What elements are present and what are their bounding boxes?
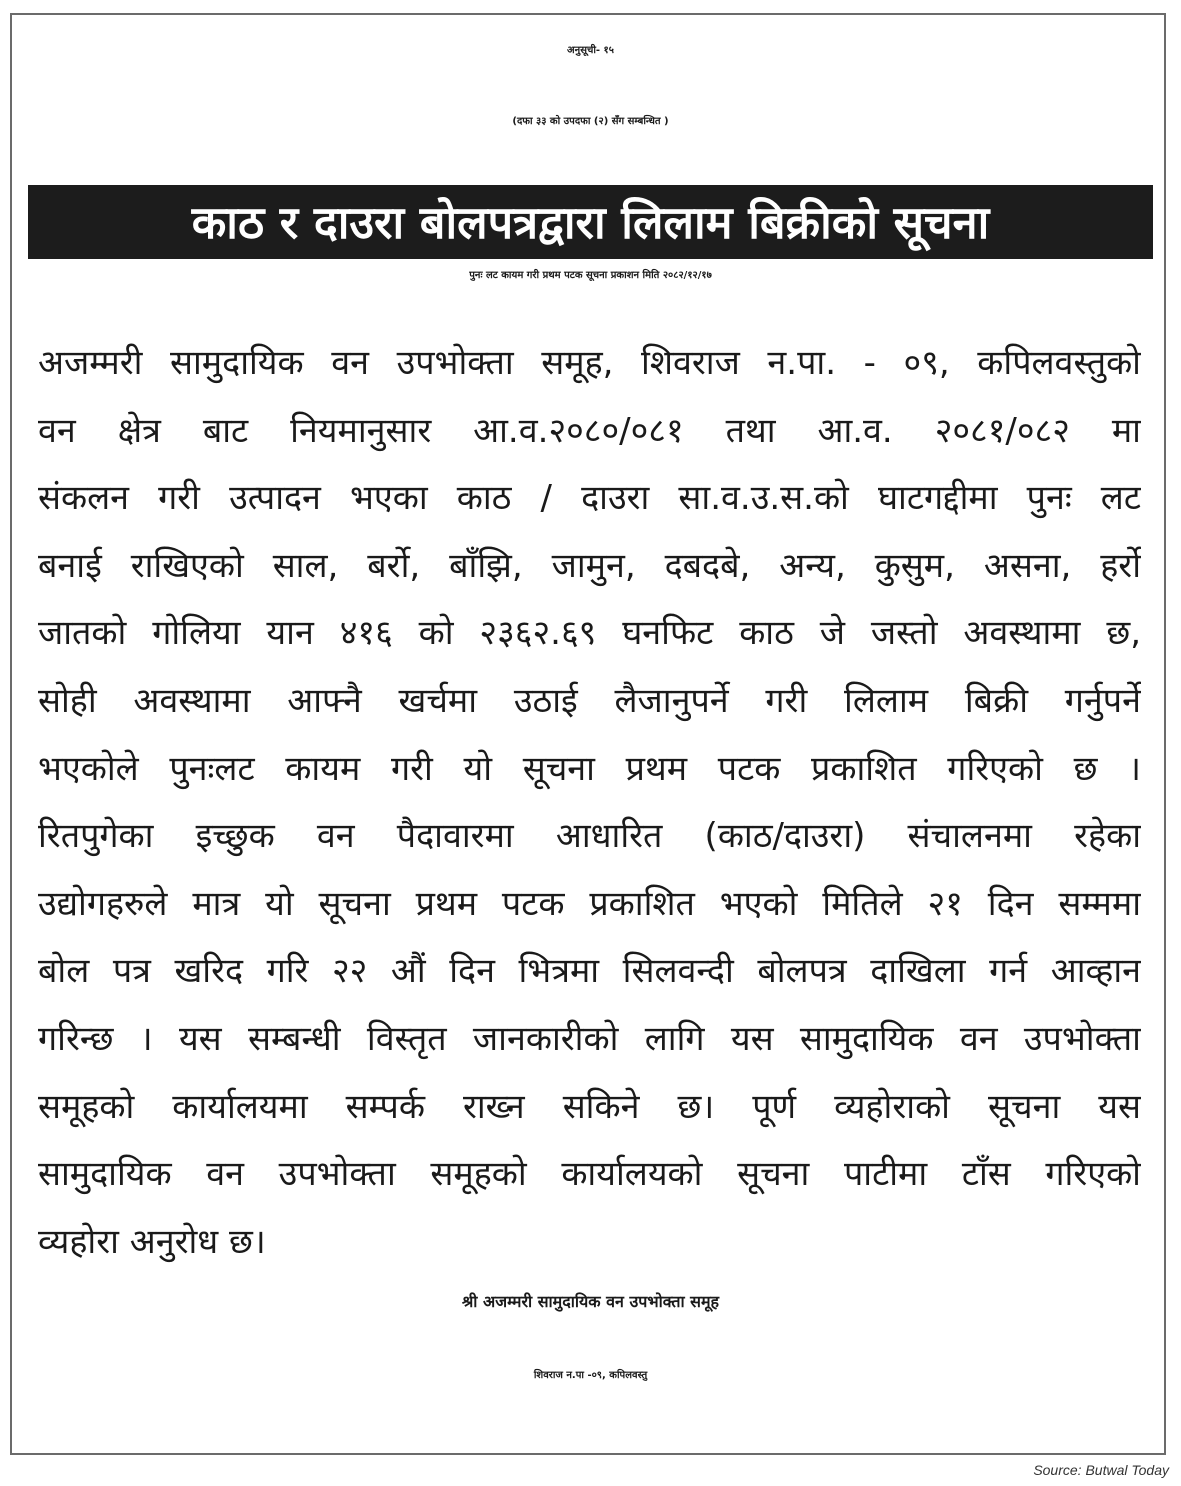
- notice-body: [38, 330, 1141, 1276]
- body-line: रितपुगेका इच्छुक वन पैदावारमा आधारित (काठ/दाउरा) संचालनमा रहेका: [38, 816, 1141, 857]
- body-line: बनाई राखिएको साल, बर्रो, बाँझि, जामुन, दबदबे, अन्य, कुसुम, असना, हर्रो: [38, 545, 1141, 586]
- notice-title: काठ र दाउरा बोलपत्रद्वारा लिलाम बिक्रीको सूचना: [191, 195, 990, 249]
- body-line: संकलन गरी उत्पादन भएका काठ / दाउरा सा.व.उ.स.को घाटगद्दीमा पुनः लट: [38, 478, 1141, 519]
- source-credit: Source: Butwal Today: [1033, 1462, 1169, 1478]
- body-line: अजम्मरी सामुदायिक वन उपभोक्ता समूह, शिवराज न.पा. - ०९, कपिलवस्तुको: [38, 343, 1141, 383]
- body-line: भएकोले पुनःलट कायम गरी यो सूचना प्रथम पटक प्रकाशित गरिएको छ ।: [38, 748, 1141, 789]
- publication-date-line: पुनः लट कायम गरी प्रथम पटक सूचना प्रकाशन मिति २०८२/१२/१७: [469, 270, 712, 281]
- body-line: गरिन्छ । यस सम्बन्धी विस्तृत जानकारीको लागि यस सामुदायिक वन उपभोक्ता: [38, 1018, 1141, 1059]
- schedule-reference: (दफा ३३ को उपदफा (२) सँग सम्बन्धित ): [512, 116, 669, 127]
- body-line: व्यहोरा अनुरोध छ।: [38, 1221, 266, 1262]
- signature-organization: श्री अजम्मरी सामुदायिक वन उपभोक्ता समूह: [461, 1292, 720, 1311]
- schedule-number: अनुसूची- १५: [567, 45, 614, 56]
- signature-address: शिवराज न.पा -०९, कपिलवस्तु: [533, 1370, 648, 1381]
- body-line: जातको गोलिया यान ४१६ को २३६२.६९ घनफिट काठ जे जस्तो अवस्थामा छ,: [38, 613, 1141, 654]
- body-line: बोल पत्र खरिद गरि २२ औं दिन भित्रमा सिलवन्दी बोलपत्र दाखिला गर्न आव्हान: [38, 951, 1141, 992]
- body-line: वन क्षेत्र बाट नियमानुसार आ.व.२०८०/०८१ तथा आ.व. २०८१/०८२ मा: [38, 410, 1141, 451]
- body-line: उद्योगहरुले मात्र यो सूचना प्रथम पटक प्रकाशित भएको मितिले २१ दिन सम्ममा: [38, 883, 1141, 924]
- body-line: सामुदायिक वन उपभोक्ता समूहको कार्यालयको सूचना पाटीमा टाँस गरिएको: [38, 1154, 1141, 1195]
- title-banner: [28, 185, 1153, 259]
- body-line: सोही अवस्थामा आफ्नै खर्चमा उठाई लैजानुपर्ने गरी लिलाम बिक्री गर्नुपर्ने: [38, 680, 1141, 721]
- body-line: समूहको कार्यालयमा सम्पर्क राख्न सकिने छ। पूर्ण व्यहोराको सूचना यस: [38, 1086, 1141, 1127]
